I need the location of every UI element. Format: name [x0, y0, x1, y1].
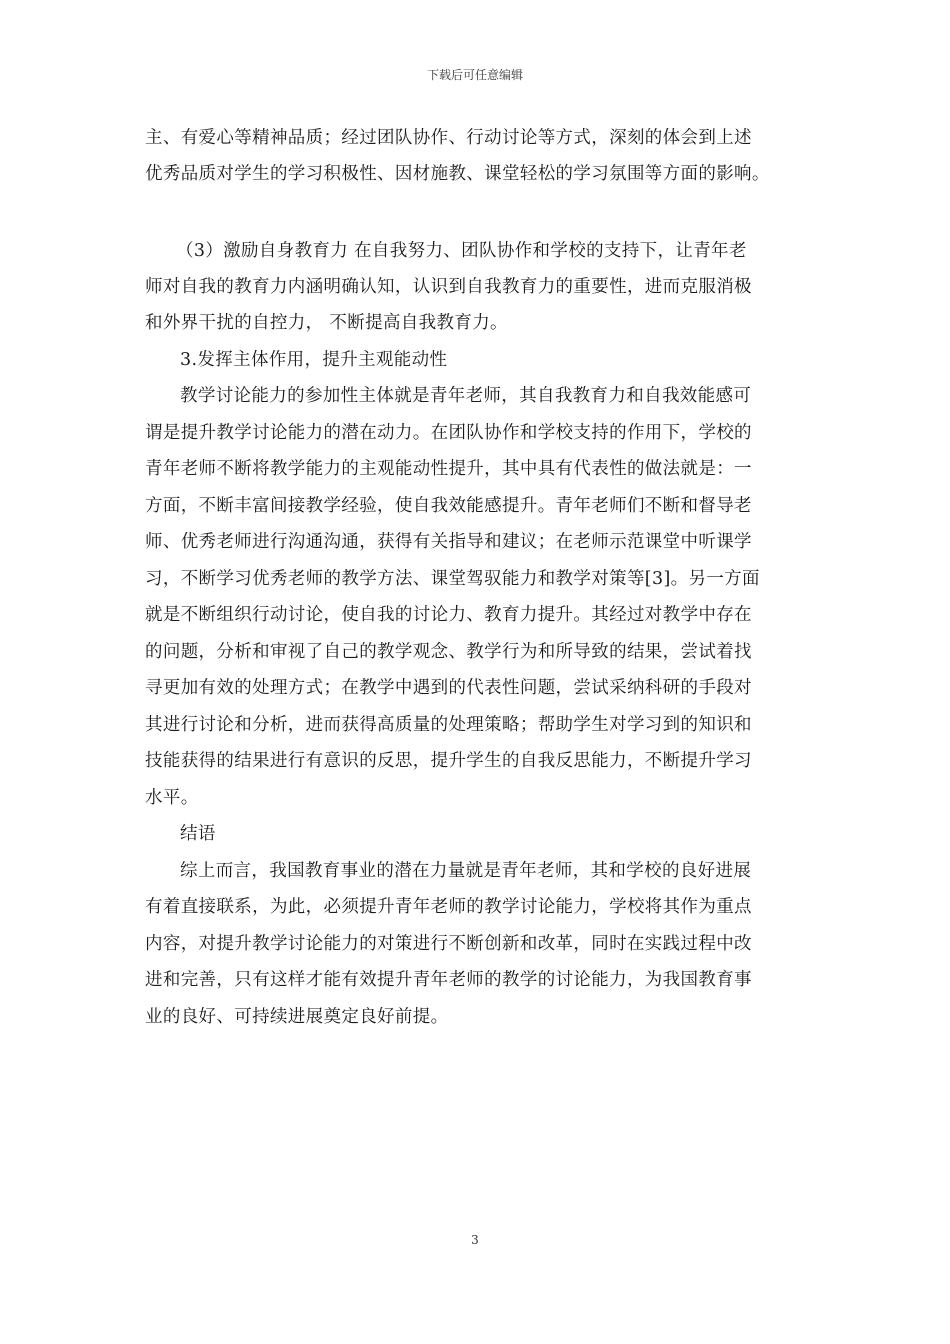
- text-line: 习，不断学习优秀老师的教学方法、课堂驾驭能力和教学对策等[3]。另一方面: [145, 569, 760, 589]
- text-line: 有着直接联系，为此，必须提升青年老师的教学讨论能力，学校将其作为重点: [145, 897, 752, 917]
- text-line: 内容，对提升教学讨论能力的对策进行不断创新和改革，同时在实践过程中改: [145, 934, 752, 954]
- text-line: 谓是提升教学讨论能力的潜在动力。在团队协作和学校支持的作用下，学校的: [145, 423, 752, 443]
- text-line: 寻更加有效的处理方式；在教学中遇到的代表性问题，尝试采纳科研的手段对: [145, 678, 752, 698]
- text-line: 方面，不断丰富间接教学经验，使自我效能感提升。青年老师们不断和督导老: [145, 496, 752, 516]
- text-line: 青年老师不断将教学能力的主观能动性提升，其中具有代表性的做法就是：一: [145, 459, 752, 479]
- text-line: 业的良好、可持续进展奠定良好前提。: [145, 1007, 449, 1027]
- text-line: 其进行讨论和分析，进而获得高质量的处理策略；帮助学生对学习到的知识和: [145, 715, 752, 735]
- page-number: 3: [471, 1233, 479, 1247]
- text-line: 师、优秀老师进行沟通沟通，获得有关指导和建议；在老师示范课堂中听课学: [145, 532, 752, 552]
- section-heading: 3.发挥主体作用，提升主观能动性: [180, 350, 448, 370]
- text-line: 主、有爱心等精神品质；经过团队协作、行动讨论等方式，深刻的体会到上述: [145, 128, 752, 148]
- text-line: 的问题，分析和审视了自己的教学观念、教学行为和所导致的结果，尝试着找: [145, 642, 752, 662]
- text-line: 综上而言，我国教育事业的潜在力量就是青年老师，其和学校的良好进展: [180, 861, 752, 881]
- text-line: 师对自我的教育力内涵明确认知，认识到自我教育力的重要性，进而克服消极: [145, 277, 752, 297]
- section-heading: 结语: [180, 824, 216, 844]
- text-line: 进和完善，只有这样才能有效提升青年老师的教学的讨论能力，为我国教育事: [145, 970, 752, 990]
- text-line: 优秀品质对学生的学习积极性、因材施教、课堂轻松的学习氛围等方面的影响。: [145, 164, 770, 184]
- text-line: 教学讨论能力的参加性主体就是青年老师，其自我教育力和自我效能感可: [180, 386, 752, 406]
- text-line: 技能获得的结果进行有意识的反思，提升学生的自我反思能力，不断提升学习: [145, 751, 752, 771]
- text-line: 就是不断组织行动讨论，使自我的讨论力、教育力提升。其经过对教学中存在: [145, 605, 752, 625]
- text-line: 水平。: [145, 788, 199, 808]
- text-line: 和外界干扰的自控力， 不断提高自我教育力。: [145, 313, 508, 333]
- page-header: 下载后可任意编辑: [426, 68, 523, 82]
- text-line: （3）激励自身教育力 在自我努力、团队协作和学校的支持下，让青年老: [176, 241, 747, 261]
